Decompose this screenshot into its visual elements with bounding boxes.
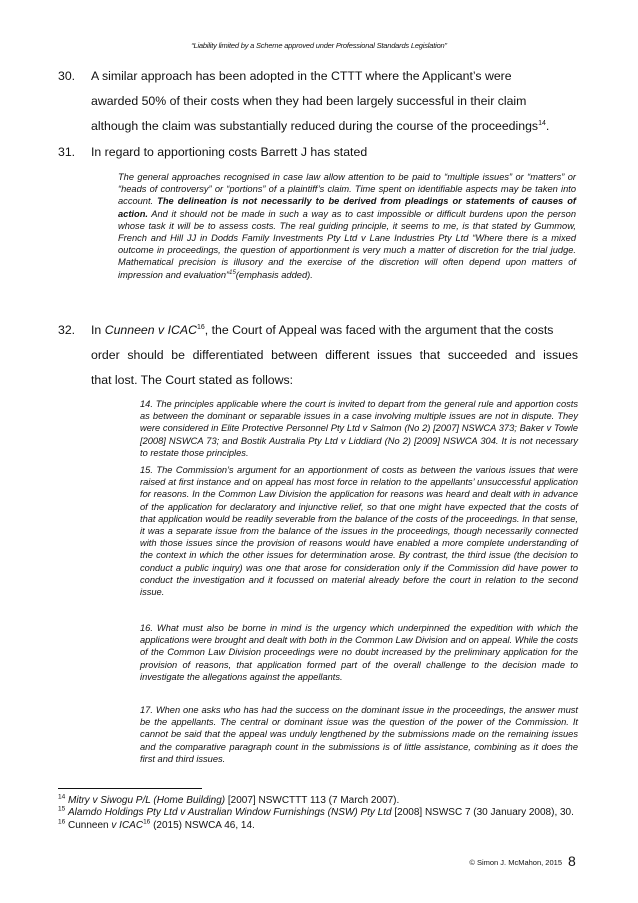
quote-paragraph-15: 15. The Commission’s argument for an apportionment of costs as between the various issues that were raised at first instance and on appeal has most force in relation to the appellants’ unsuccessful application for reasons. In the Common Law Division the application for reasons was heard and dealt with in advance of the application for declaratory and injunctive relief, so that one might have expected that the costs of that application would be readily severable from the balance of the costs of the proceedings. In that sense, it was a separate issue from the balance of the issues in the proceedings, though necessarily connected with those issues since the provision of reasons would have enabled a more complete understanding of the context in which the other issues for determination arose. By contrast, the third issue (the decision to conduct a public inquiry) was one that arose for consideration only if the Commission did have power to conduct the investigation and it focussed on material already before the court in relation to the second issue.	[140, 465, 578, 598]
footnote-number: 16	[58, 818, 66, 826]
paragraph-number: 32.	[58, 323, 76, 337]
quote-paragraph-16: 16. What must also be borne in mind is the urgency which underpinned the expedition with which the applications were brought and dealt with both in the Common Law Division and on appeal. While the costs of the Common Law Division proceedings were no doubt increased by the preliminary application for the provision of reasons, that application formed part of the overall challenge to the decision made to investigate the allegations against the appellants.	[140, 623, 578, 682]
footnote-ref: 15	[229, 269, 236, 276]
footnote-number: 15	[58, 806, 66, 814]
paragraph-30	[58, 64, 578, 139]
paragraph-line	[91, 318, 578, 343]
quote-text: (emphasis added).	[235, 269, 313, 280]
paragraph-line: A similar approach has been adopted in the CTTT where the Applicant’s were	[91, 69, 512, 83]
case-name: Cunneen v ICAC	[104, 323, 197, 337]
paragraph-line: order should be differentiated between different issues that succeeded and issues	[91, 348, 578, 362]
footnote-text: [2007] NSWCTTT 113 (7 March 2007).	[225, 795, 400, 806]
paragraph-text: In regard to apportioning costs Barrett J has stated	[91, 145, 368, 159]
paragraph-number: 30.	[58, 69, 76, 83]
paragraph-text: , the Court of Appeal was faced with the argument that the costs	[204, 323, 554, 337]
footnote-number: 14	[58, 793, 66, 801]
page-header: “Liability limited by a Scheme approved under Professional Standards Legislation”	[191, 41, 447, 50]
quote-paragraph-17: 17. When one asks who has had the success on the dominant issue in the proceedings, the answer must be the appellants. The central or dominant issue was the question of the power of the Commission. It cannot be said that the appeal was unduly lengthened by the submissions made on the remaining issues and the comparative paragraph count in the submissions is of little assistance, combining as it does the first and third issues.	[140, 705, 578, 764]
footnote-text: Cunneen	[68, 819, 112, 831]
paragraph-32	[58, 318, 578, 393]
paragraph-text: although the claim was substantially reduced during the course of the proceedings	[91, 119, 539, 133]
footnote-case: Alamdo Holdings Pty Ltd v Australian Window Furnishings (NSW) Pty Ltd	[68, 807, 392, 819]
paragraph-text: In	[91, 323, 105, 337]
footnotes	[58, 795, 578, 832]
footnote-case: Mitry v Siwogu P/L (Home Building)	[68, 795, 226, 806]
paragraph-line: that lost. The Court stated as follows:	[91, 373, 294, 387]
paragraph-line: awarded 50% of their costs when they had been largely successful in their claim	[91, 94, 527, 108]
quote-paragraph-14: 14. The principles applicable where the court is invited to depart from the general rule and apportion costs as between the dominant or separable issues in a case involving multiple issues are not in dispute. They were considered in Elite Protective Personnel Pty Ltd v Salmon (No 2) [2007] NSWCA 373; Baker v Towle [2008] NSWCA 73; and Bostik Australia Pty Ltd v Liddiard (No 2) [2009] NSWCA 304. It is not necessary to restate those principles.	[140, 399, 578, 458]
block-quote-barrett	[118, 171, 576, 281]
paragraph-text: .	[545, 119, 550, 133]
paragraph-number: 31.	[58, 145, 76, 159]
footnote-text: [2008] NSWSC 7 (30 January 2008), 30.	[391, 807, 574, 819]
quote-text: The general approaches recognised in case law allow attention to be paid to “multiple issues” or “matters” or “heads of controversy” or “portions” of a plaintiff’s claim. Time spent on identifiable aspects may be taken into account.	[118, 172, 576, 207]
footnote-divider	[58, 788, 202, 789]
footnote-ref: 16	[143, 818, 151, 826]
page-number: 8	[568, 853, 576, 869]
copyright-notice: © Simon J. McMahon, 2015	[469, 858, 562, 867]
footnote-15	[58, 807, 578, 819]
footnote-ref: 14	[538, 119, 546, 127]
footnote-case: v ICAC	[111, 819, 144, 831]
quote-emphasis: The delineation is not necessarily to be derived from pleadings or statements of causes of action.	[118, 196, 576, 219]
footnote-16	[58, 820, 578, 832]
footnote-14	[58, 795, 578, 807]
footnote-text: (2015) NSWCA 46, 14.	[150, 819, 255, 831]
paragraph-31	[58, 140, 578, 165]
paragraph-line	[91, 114, 578, 139]
footnote-ref: 16	[196, 323, 205, 331]
quote-text: And it should not be made in such a way as to cast impossible or difficult burdens upon the person whose task it will be to assess costs. The real guiding principle, it seems to me, is that stated by Gummow, French and Hill JJ in Dodds Family Investments Pty Ltd v Lane Industries Pty Ltd “Where there is a mixed outcome in proceedings, the question of apportionment is very much a matter of discretion for the trial judge. Mathematical precision is illusory and the exercise of the discretion will often depend upon matters of impression and evaluation”	[118, 208, 576, 280]
